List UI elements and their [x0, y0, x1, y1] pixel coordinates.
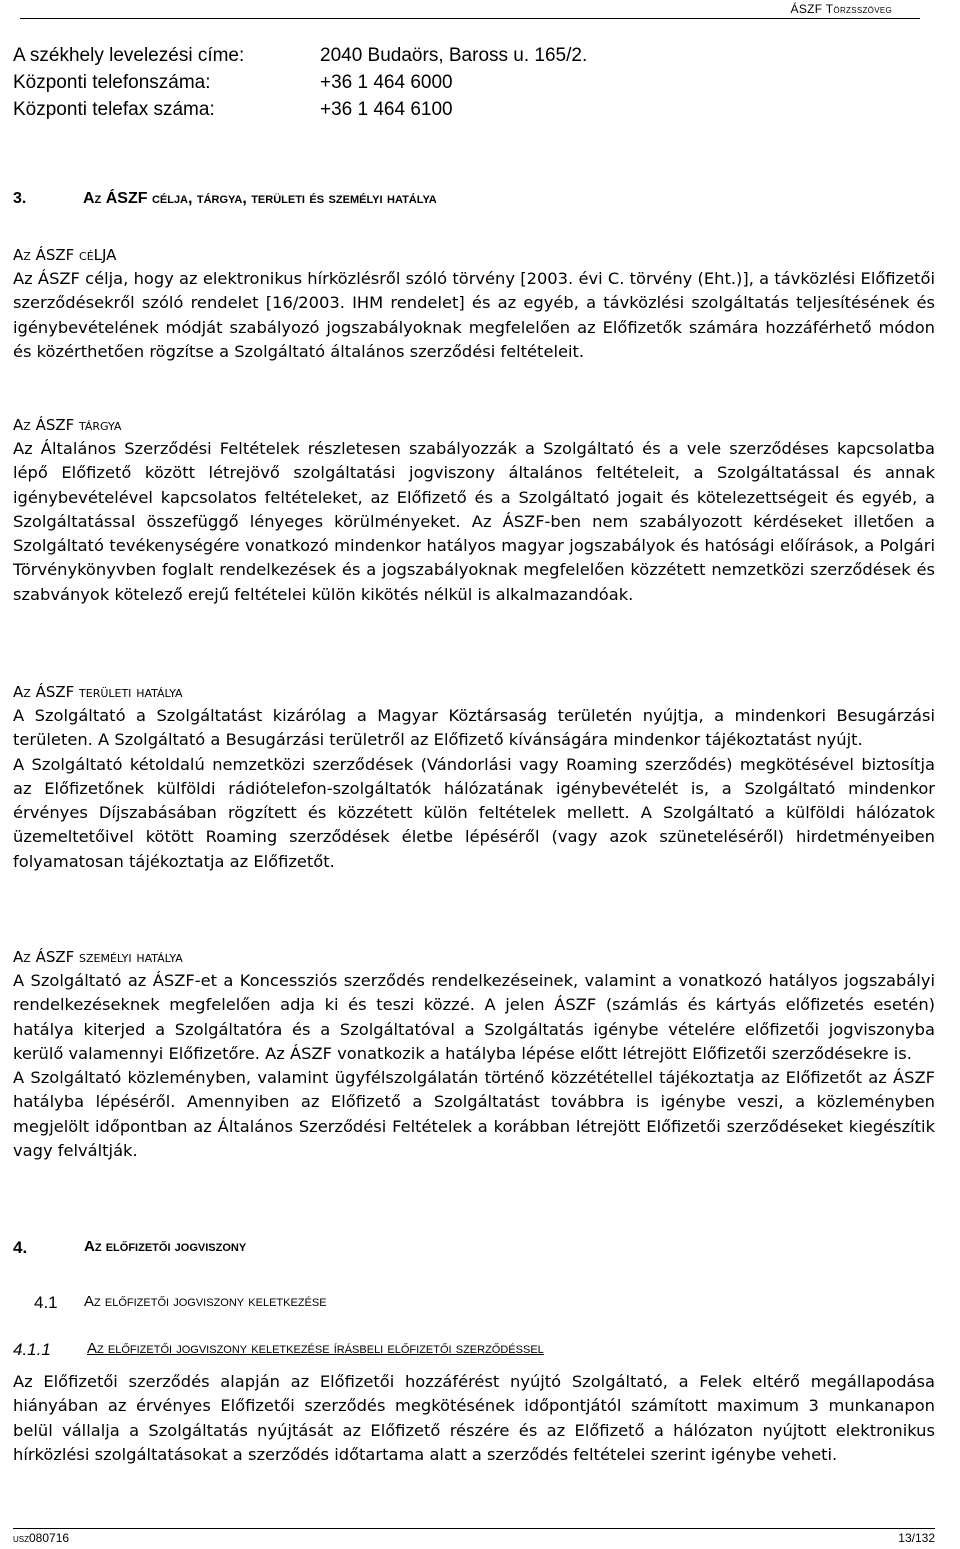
section-number: 4.: [13, 1238, 28, 1257]
teruleti-heading: Az ÁSZF területi hatálya: [13, 683, 183, 701]
section-4-1-heading: [34, 1293, 327, 1313]
targy-heading: Az ÁSZF tárgya: [13, 416, 122, 434]
doc-code: usz080716: [13, 1531, 70, 1545]
section-4-heading: [13, 1238, 246, 1258]
section-title: Az előfizetői jogviszony keletkezése: [84, 1293, 327, 1310]
cel-text: Az ÁSZF célja, hogy az elektronikus hírközlésről szóló törvény [2003. évi C. törvény (Eht.)], a távközlési Előfizetői szerződésekről szóló rendelet [16/2003. IHM rendelet] és az egyéb, a távközlési szolgáltatás teljesítésének és igénybevételének módját szabályozó jogszabályoknak megfelelően az Előfizetők számára hozzáférhető módon és közérthetően rögzítse a Szolgáltató általános szerződési feltételeit.: [13, 269, 935, 361]
szemelyi-text-2: A Szolgáltató közleményben, valamint ügyfélszolgálatán történő közzététellel tájékoztatja az Előfizetőt az ÁSZF hatályba lépéséről. Amennyiben az Előfizető a Szolgáltatást továbbra is igénybe veszi, a közleményben megjelölt időpontban az Általános Szerződési Feltételek a korábban létrejött Előfizetői szerződéseket kiegészítik vagy felváltják.: [13, 1068, 935, 1161]
section-title: Az előfizetői jogviszony: [84, 1238, 247, 1255]
teruleti-text-1: A Szolgáltató a Szolgáltatást kizárólag a Magyar Köztársaság területén nyújtja, a mindenkori Besugárzási területen. A Szolgáltató a Besugárzási területről az Előfizető kívánságára mindenkor tájékoztatást nyújt.: [13, 706, 935, 750]
section-4-1-1-heading: [13, 1340, 544, 1360]
section-number: 4.1: [34, 1293, 58, 1312]
address-row: [13, 96, 587, 123]
cel-heading: Az ÁSZF céLJA: [13, 246, 117, 264]
section-3-heading: [13, 190, 437, 208]
targy-block: [13, 413, 935, 607]
section-number: 4.1.1: [13, 1340, 51, 1359]
szemelyi-heading: Az ÁSZF személyi hatálya: [13, 948, 183, 966]
address-label: Központi telefonszáma:: [13, 72, 211, 93]
section-title: Az előfizetői jogviszony keletkezése írásbeli előfizetői szerződéssel: [87, 1340, 544, 1357]
page-header: [20, 2, 920, 19]
address-label: Központi telefax száma:: [13, 99, 215, 120]
teruleti-block: [13, 680, 935, 874]
teruleti-text-2: A Szolgáltató kétoldalú nemzetközi szerződések (Vándorlási vagy Roaming szerződés) megkötésével biztosítja az Előfizetőnek külföldi rádiótelefon-szolgáltatók hálózatának igénybevételét is, a Szolgáltató mindenkor érvényes Díjszabásában rögzített és közzétett külön feltételek mellett. A Szolgáltató a külföldi hálózatok üzemeltetőivel kötött Roaming szerződések életbe lépéséről (vagy azok szüneteléséről) hirdetményeiben folyamatosan tájékoztatja az Előfizetőt.: [13, 754, 935, 871]
targy-text: Az Általános Szerződési Feltételek részletesen szabályozzák a Szolgáltató és a vele szerződéses kapcsolatba lépő Előfizető között létrejövő szolgáltatási jogviszony általános feltételeit, a Szolgáltatással és annak igénybevételével kapcsolatos feltételeket, az Előfizető és a Szolgáltató jogait és kötelezettségeit és egyéb, a Szolgáltatással összefüggő lényeges körülményeket. Az ÁSZF-ben nem szabályozott kérdéseket illetően a Szolgáltató tevékenységére vonatkozó mindenkor hatályos magyar jogszabályok és hatósági előírások, a Polgári Törvénykönyvben foglalt rendelkezések és a jogszabályoknak megfelelően közzétett nemzetközi szerződések és szabványok kötelező erejű feltételei külön kikötés nélkül is alkalmazandóak.: [13, 439, 935, 604]
address-block: [13, 42, 587, 123]
page-footer: [13, 1528, 935, 1545]
section-title: Az ÁSZF célja, tárgya, területi és személyi hatálya: [83, 190, 437, 207]
address-value: 2040 Budaörs, Baross u. 165/2.: [320, 45, 588, 66]
cel-block: [13, 243, 935, 364]
section-number: 3.: [13, 190, 27, 207]
szemelyi-text-1: A Szolgáltató az ÁSZF-et a Koncessziós szerződés rendelkezéseinek, valamint a vonatkozó hatályos jogszabályi rendelkezéseknek megfelelően adja ki és teszi közzé. A jelen ÁSZF (számlás és kártyás előfizetés esetén) hatálya kiterjed a Szolgáltatóra és a Szolgáltatóval a Szolgáltatás igénybe vételére előfizetői jogviszonyba kerülő valamennyi Előfizetőre. Az ÁSZF vonatkozik a hatályba lépése előtt létrejött Előfizetői szerződésekre is.: [13, 971, 935, 1063]
doc-title: ÁSZF Törzsszöveg: [790, 2, 892, 16]
szemelyi-block: [13, 945, 935, 1163]
section-4-1-1-text: Az Előfizetői szerződés alapján az Előfizetői hozzáférést nyújtó Szolgáltató, a Felek eltérő megállapodása hiányában az érvényes Előfizetői szerződés megkötésének időpontjától számított maximum 3 munkanapon belül vállalja a Szolgáltatás nyújtását az Előfizető részére és az Előfizető a hálózaton nyújtott elektronikus hírközlési szolgáltatásokat a szerződés időtartama alatt a szerződés feltételei szerint igénybe veheti.: [13, 1372, 935, 1464]
address-label: A székhely levelezési címe:: [13, 45, 245, 66]
address-value: +36 1 464 6000: [320, 72, 453, 93]
section-4-1-1-body: [13, 1370, 935, 1467]
page-number: 13/132: [898, 1531, 935, 1545]
address-row: [13, 42, 587, 69]
address-value: +36 1 464 6100: [320, 99, 453, 120]
address-row: [13, 69, 587, 96]
